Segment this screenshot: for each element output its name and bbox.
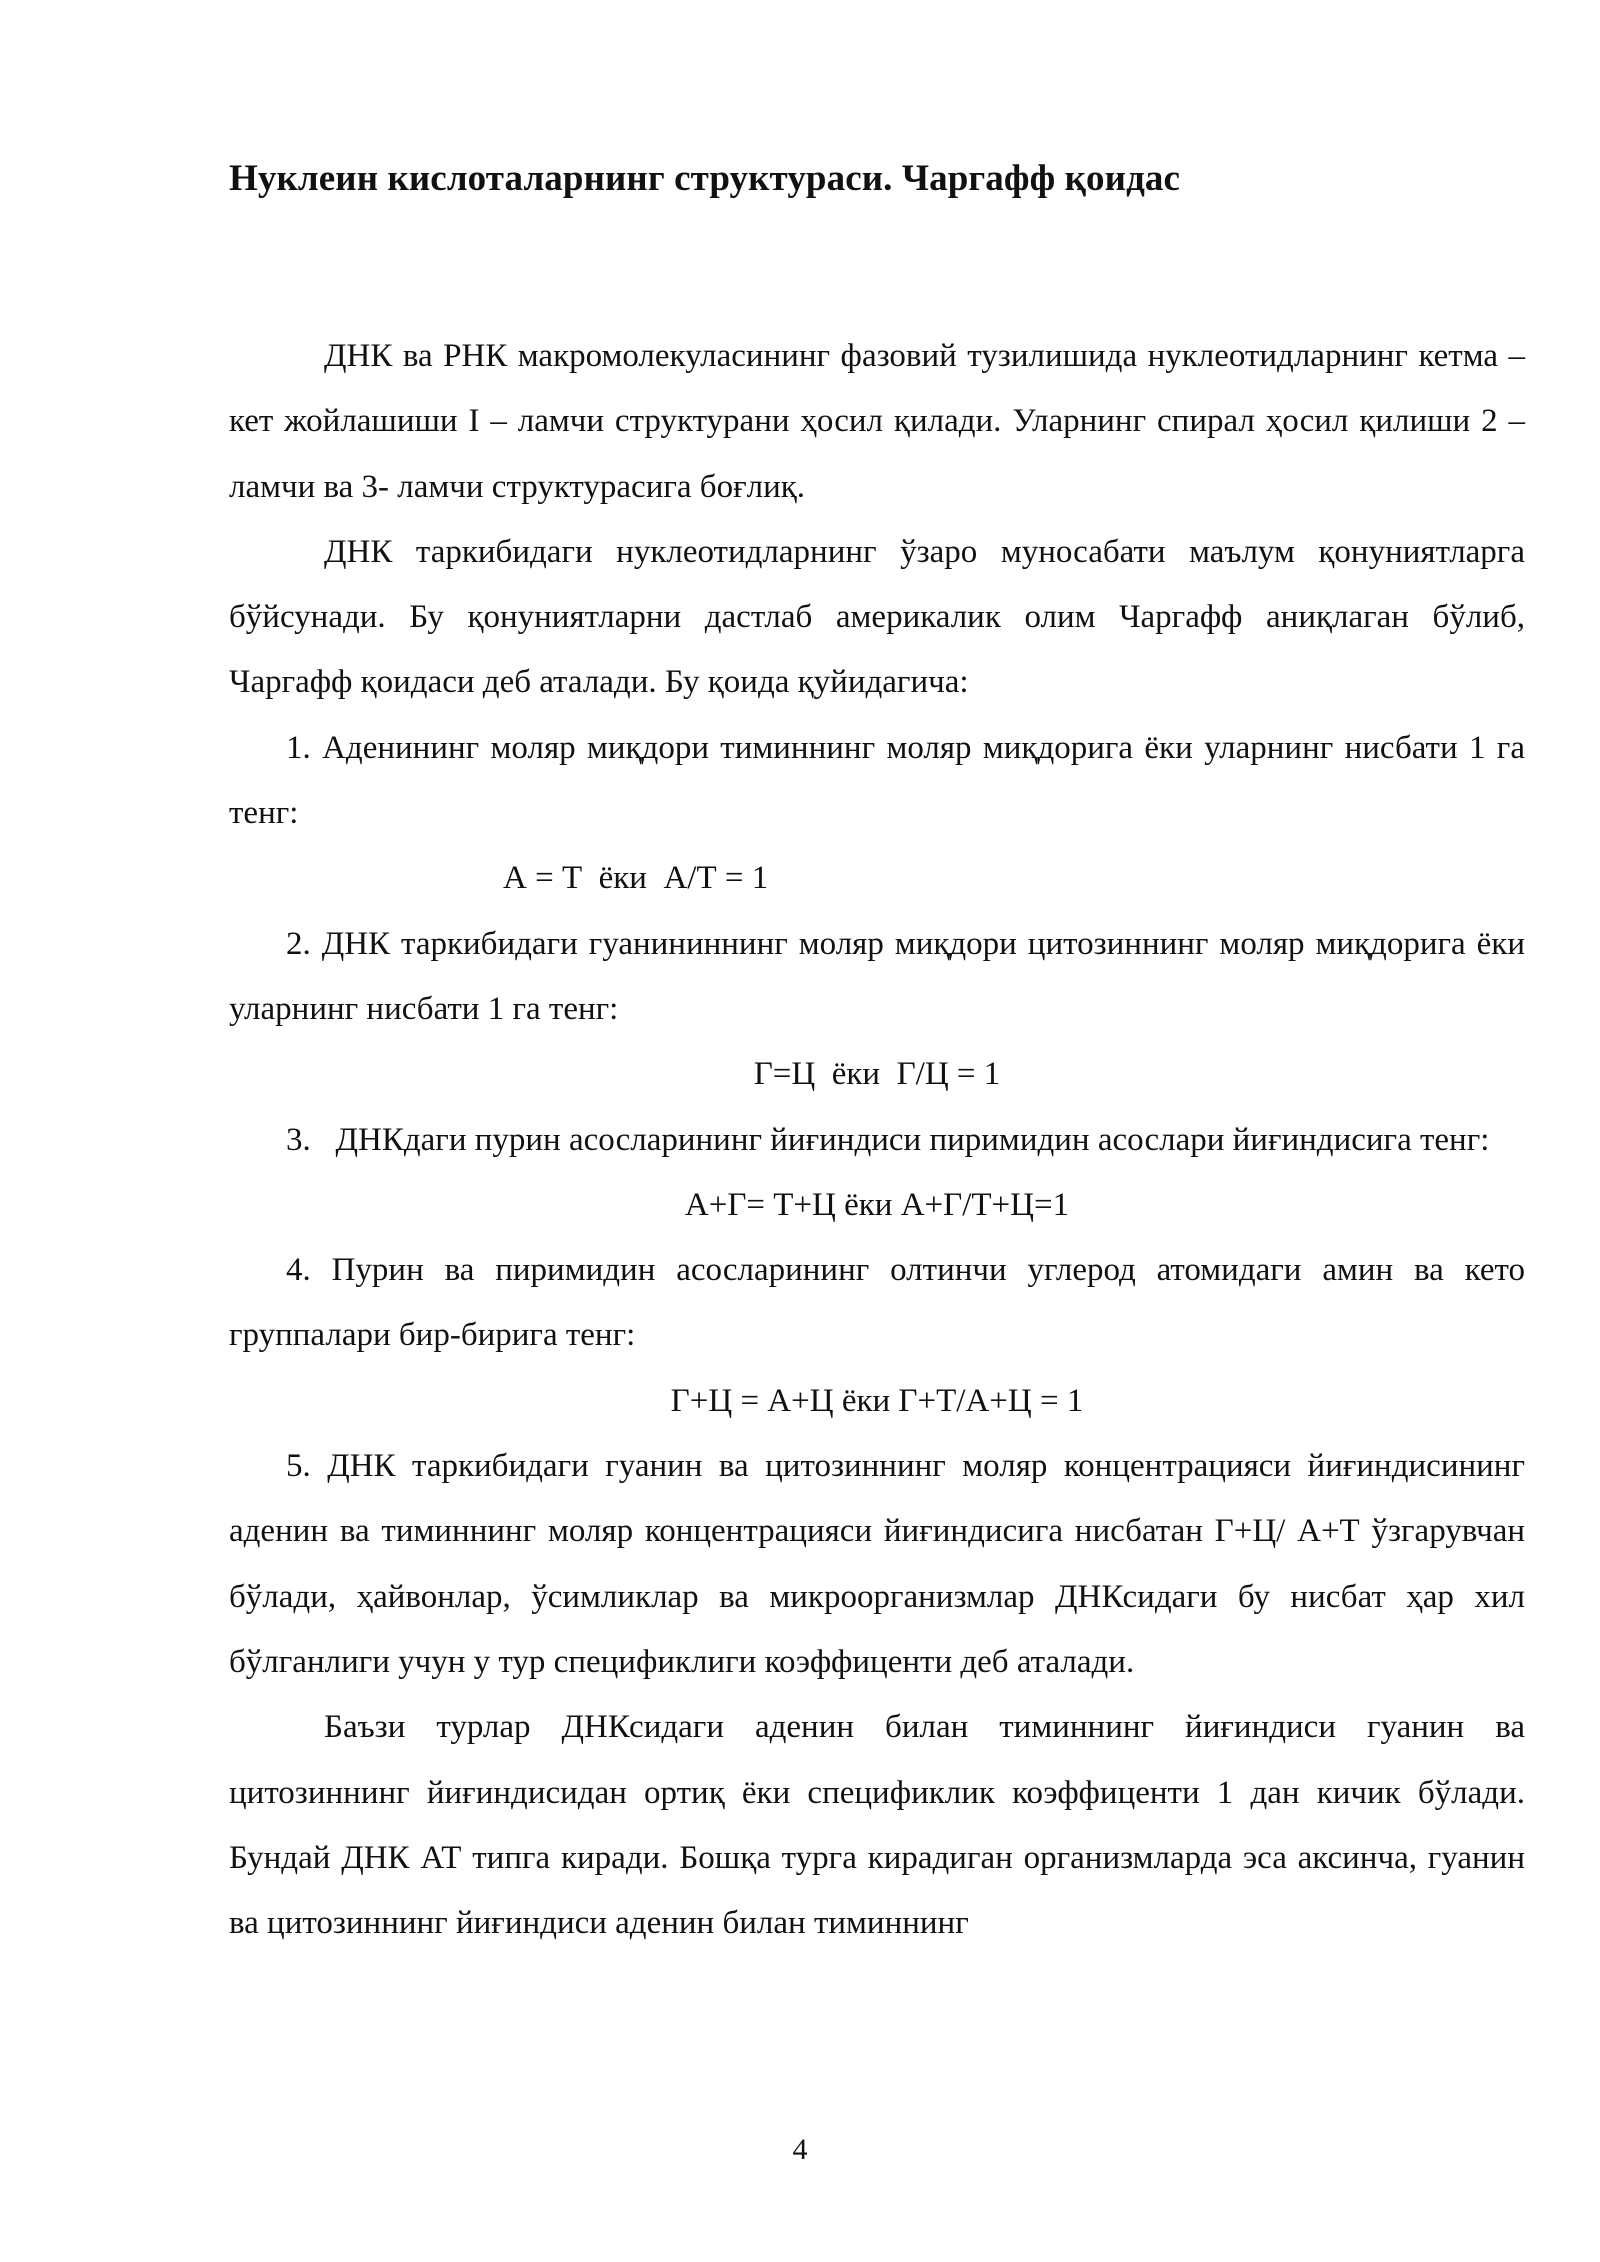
rule-5: 5. ДНК таркибидаги гуанин ва цитозиннинг моляр концентрацияси йиғиндисининг аденин ва тиминнинг моляр концентрацияси йиғиндисига нисбатан Г+Ц/ А+Т ўзгарувчан бўлади, ҳайвонлар, ўсимликлар ва микроорганизмлар ДНКсидаги бу нисбат ҳар хил бўлганлиги учун у тур спецификлиги коэффиценти деб аталади. — [229, 1448, 1525, 1680]
page-title: Нуклеин кислоталарнинг структураси. Чаргафф қоидас — [229, 158, 1181, 199]
rule-3: 3. ДНКдаги пурин асосларининг йиғиндиси пиримидин асослари йиғиндисига тенг: — [286, 1121, 1490, 1158]
document-body — [229, 324, 1525, 1956]
rule-2: 2. ДНК таркибидаги гуанининнинг моляр миқдори цитозиннинг моляр миқдорига ёки уларнинг нисбати 1 га тенг: — [229, 925, 1525, 1027]
formula-3: А+Г= Т+Ц ёки А+Г/Т+Ц=1 — [684, 1186, 1070, 1223]
rule-4: 4. Пурин ва пиримидин асосларининг олтинчи углерод атомидаги амин ва кето группалари бир-бирига тенг: — [229, 1252, 1525, 1354]
formula-2: Г=Ц ёки Г/Ц = 1 — [753, 1056, 1001, 1093]
rule-1: 1. Аденининг моляр миқдори тиминнинг моляр миқдорига ёки уларнинг нисбати 1 га тенг: — [229, 729, 1525, 832]
paragraph-intro: ДНК ва РНК макромолекуласининг фазовий тузилишида нуклеотидларнинг кетма – кет жойлашиши I – ламчи структурани ҳосил қилади. Уларнинг спирал ҳосил қилиши 2 – ламчи ва 3- ламчи структурасига боғлиқ. — [229, 338, 1525, 505]
formula-4: Г+Ц = А+Ц ёки Г+Т/А+Ц = 1 — [670, 1382, 1084, 1419]
formula-1: А = Т ёки А/Т = 1 — [503, 860, 769, 897]
document-page — [229, 150, 1525, 1956]
paragraph-at-type: Баъзи турлар ДНКсидаги аденин билан тиминнинг йиғиндиси гуанин ва цитозиннинг йиғиндисидан ортиқ ёки спецификлик коэффиценти 1 дан кичик бўлади. Бундай ДНК АТ типга киради. Бошқа турга кирадиган организмларда эса аксинча, гуанин ва цитозиннинг йиғиндиси аденин билан тиминнинг — [229, 1709, 1525, 1942]
page-number: 4 — [792, 2133, 808, 2166]
paragraph-chargaff: ДНК таркибидаги нуклеотидларнинг ўзаро муносабати маълум қонуниятларга бўйсунади. Бу қонуниятларни дастлаб америкалик олим Чаргафф аниқлаган бўлиб, Чаргафф қоидаси деб аталади. Бу қоида қуйидагича: — [229, 533, 1525, 701]
